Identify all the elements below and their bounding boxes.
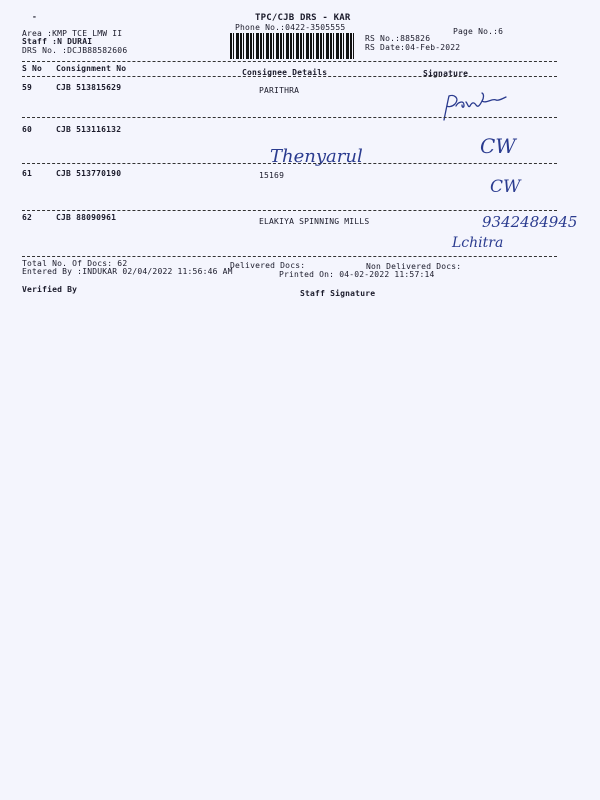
column-header-sno: S No <box>22 64 43 73</box>
handwritten-name: Lchitra <box>452 235 504 251</box>
printed-on: Printed On: 04-02-2022 11:57:14 <box>279 270 435 279</box>
row-consignee: PARITHRA <box>259 86 300 95</box>
handwritten-mark: CW <box>480 134 516 158</box>
staff-label: Staff :N DURAI <box>22 37 93 46</box>
divider <box>22 76 557 77</box>
phone-number: Phone No.:0422-3505555 <box>235 23 346 32</box>
signature-scribble <box>440 90 520 130</box>
non-delivered-docs: Non Delivered Docs: <box>366 262 462 271</box>
verified-by: Verified By <box>22 285 78 294</box>
handwritten-phone: 9342484945 <box>482 213 578 231</box>
column-header-consignee: Consignee Details <box>242 68 328 77</box>
column-header-signature: Signature <box>423 69 469 78</box>
handwritten-mark: CW <box>490 177 521 197</box>
row-consignment: CJB 513770190 <box>56 169 122 178</box>
dash-mark: - <box>32 12 38 21</box>
row-sno: 62 <box>22 213 33 222</box>
total-docs: Total No. Of Docs: 62 <box>22 259 128 268</box>
row-consignee: 15169 <box>259 171 285 180</box>
handwritten-name: Thenyarul <box>270 146 363 167</box>
row-sno: 61 <box>22 169 33 178</box>
page-number: Page No.:6 <box>453 27 504 36</box>
entered-by: Entered By :INDUKAR 02/04/2022 11:56:46 AM <box>22 267 233 276</box>
barcode-image <box>230 33 355 59</box>
row-sno: 60 <box>22 125 33 134</box>
divider <box>22 256 557 257</box>
staff-signature-label: Staff Signature <box>300 289 376 298</box>
rs-date: RS Date:04-Feb-2022 <box>365 43 461 52</box>
rs-number: RS No.:885826 <box>365 34 431 43</box>
row-sno: 59 <box>22 83 33 92</box>
divider <box>22 210 557 211</box>
drs-number: DRS No. :DCJB88582606 <box>22 46 128 55</box>
divider <box>22 117 557 118</box>
divider <box>22 163 557 164</box>
document-title: TPC/CJB DRS - KAR <box>255 13 351 23</box>
divider <box>22 61 557 62</box>
row-consignment: CJB 513815629 <box>56 83 122 92</box>
row-consignment: CJB 88090961 <box>56 213 117 222</box>
row-consignment: CJB 513116132 <box>56 125 122 134</box>
row-consignee: ELAKIYA SPINNING MILLS <box>259 217 370 226</box>
delivered-docs: Delivered Docs: <box>230 261 306 270</box>
area-label: Area :KMP TCE LMW II <box>22 29 123 38</box>
column-header-consignment: Consignment No <box>56 64 127 73</box>
